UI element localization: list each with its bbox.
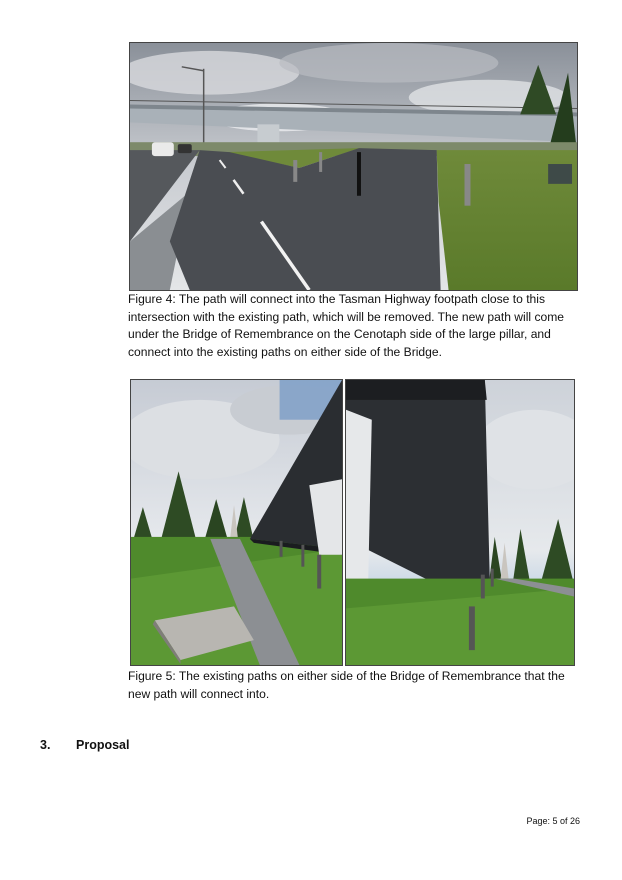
figure-5-left-image [131, 380, 342, 665]
section-heading [40, 738, 130, 752]
figure-4-image [130, 43, 577, 290]
page-number: Page: 5 of 26 [526, 816, 580, 826]
section-title: Proposal [76, 738, 130, 752]
figure-5-caption: Figure 5: The existing paths on either side of the Bridge of Remembrance that the new path will connect into. [128, 669, 565, 701]
section-number: 3. [40, 738, 51, 752]
figure-4-caption: Figure 4: The path will connect into the Tasman Highway footpath close to this intersection with the existing path, which will be removed. The new path will come under the Bridge of Remembrance on the Cenotaph side of the large pillar, and connect into the existing paths on either side of the Bridge. [128, 292, 565, 359]
figure-5-right-photo [345, 379, 575, 666]
figure-5-left-photo [130, 379, 343, 666]
figure-5-right-image [346, 380, 574, 665]
figure-4-photo [129, 42, 578, 291]
